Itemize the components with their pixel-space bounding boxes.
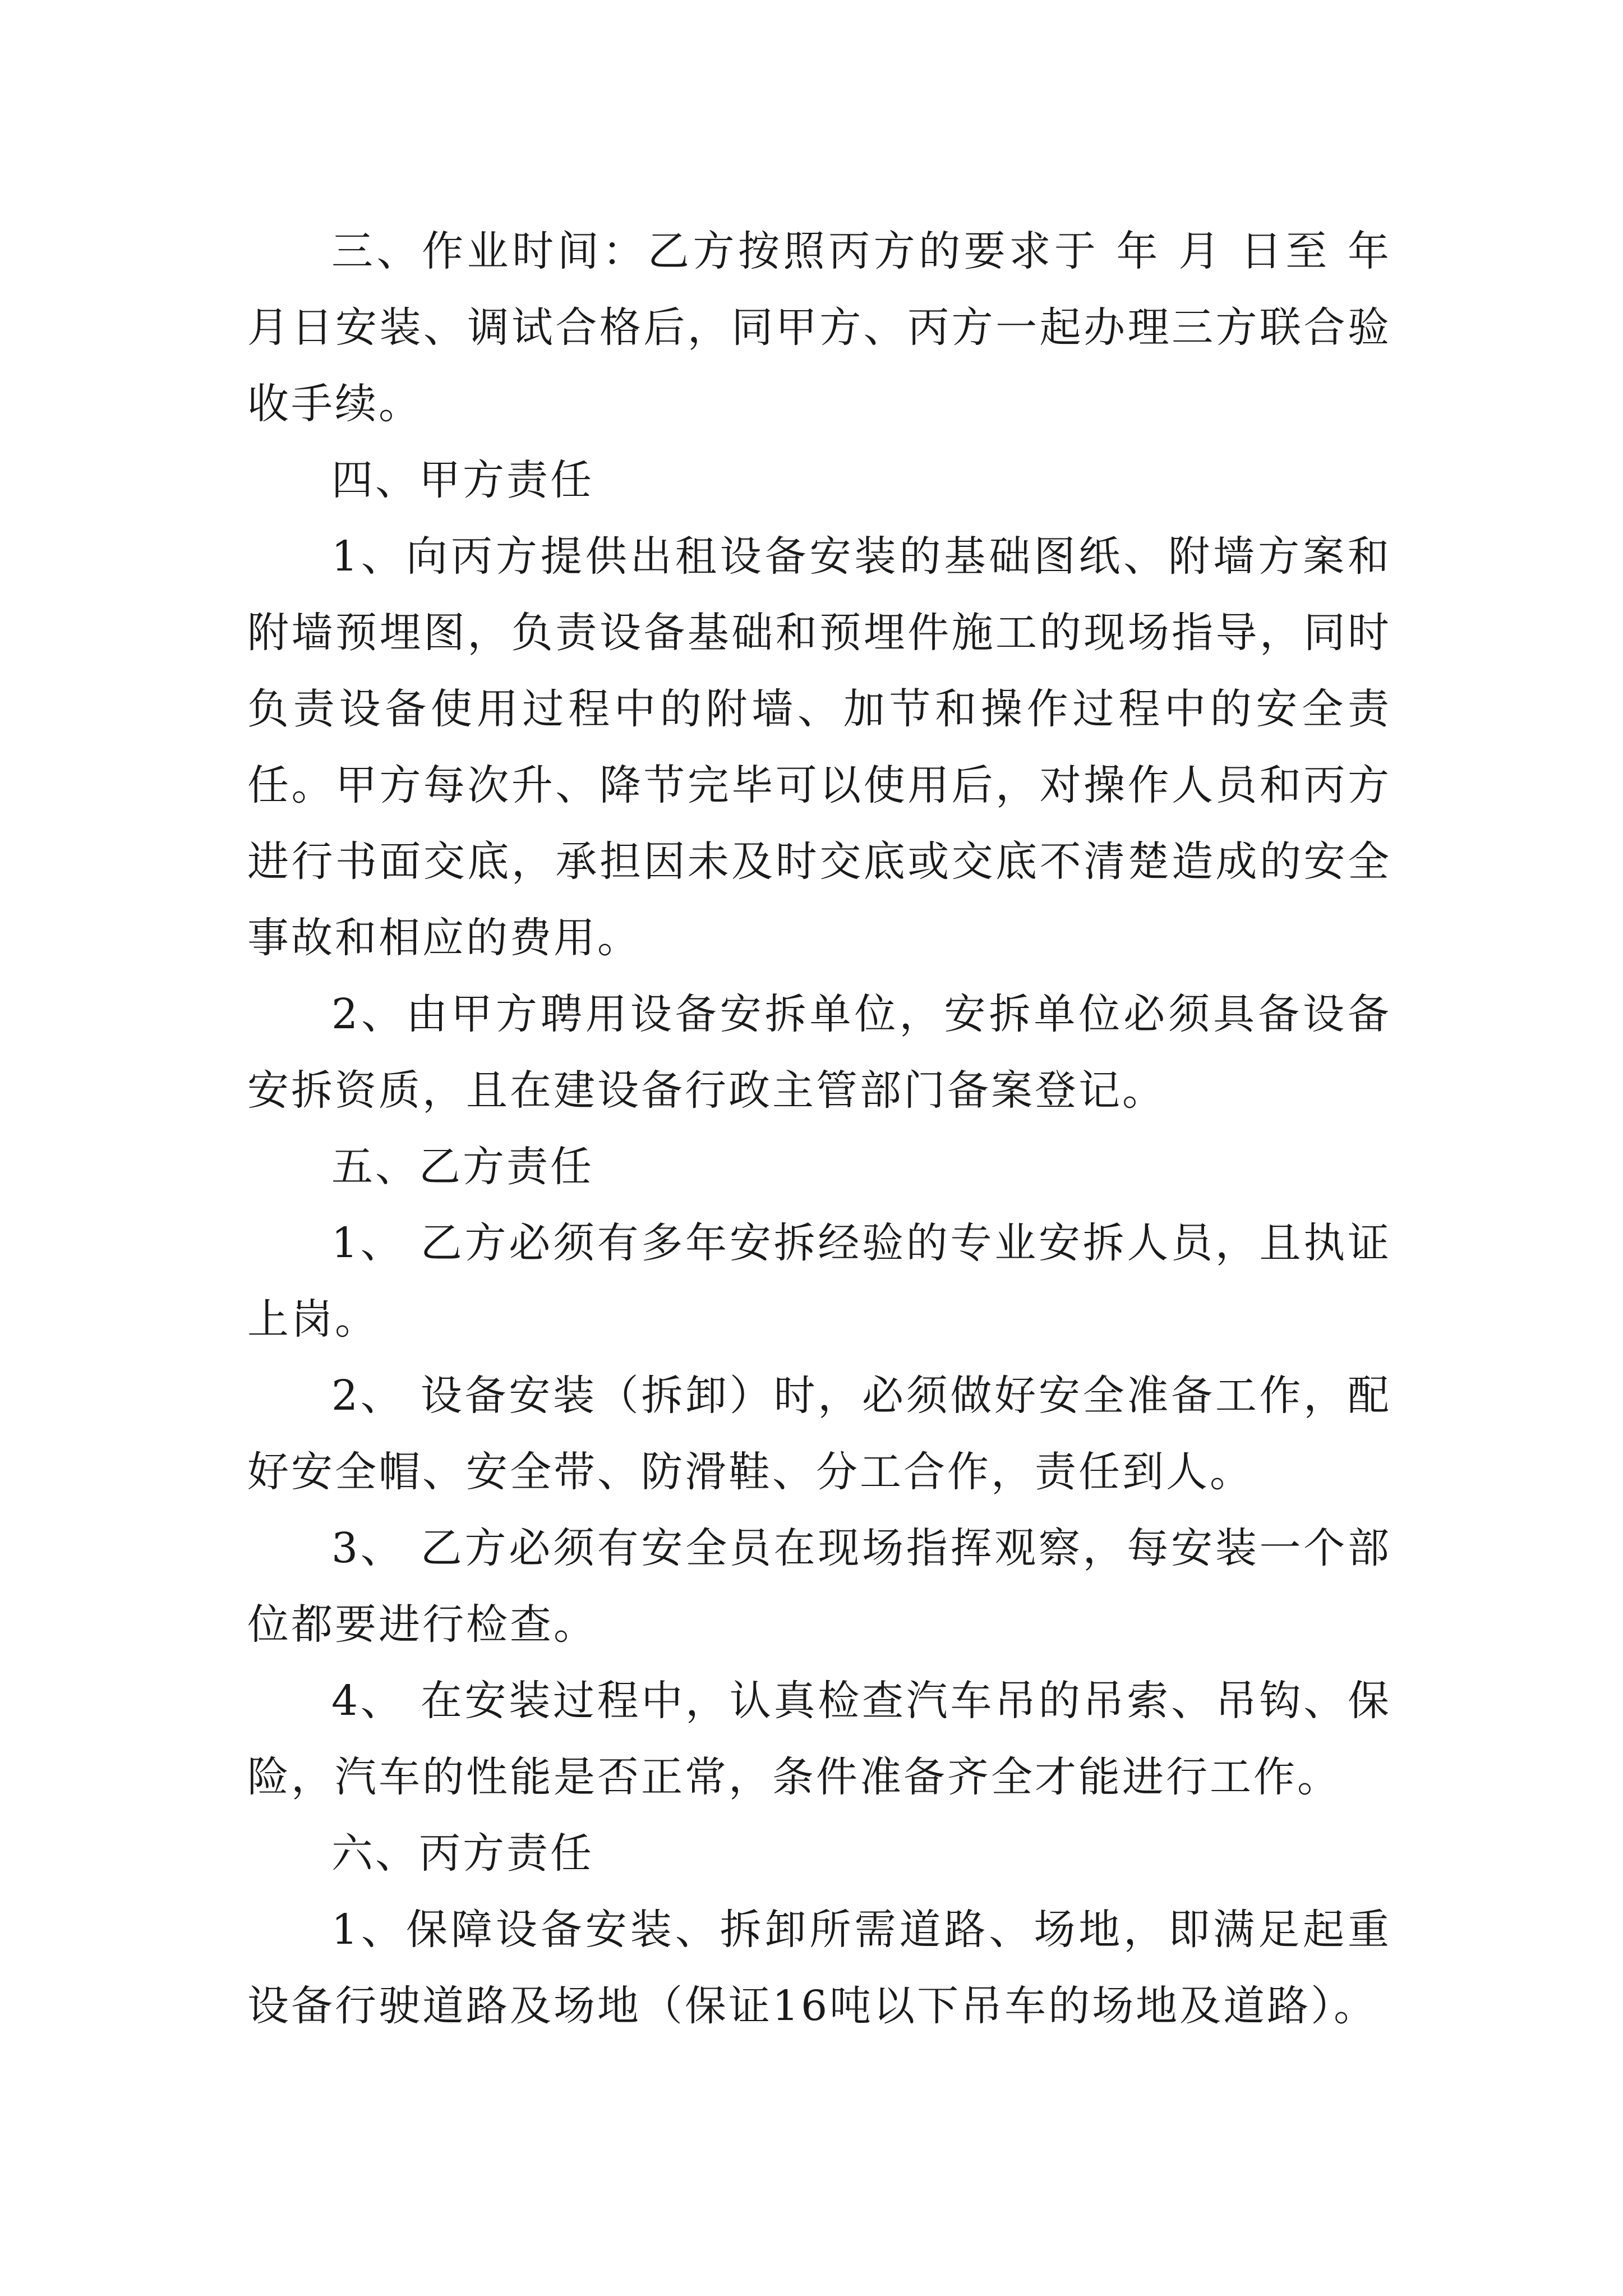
section-5-item-3: 3、 乙方必须有安全员在现场指挥观察，每安装一个部位都要进行检查。 bbox=[247, 1524, 1391, 1649]
section-3-work-time: 三、作业时间：乙方按照丙方的要求于 年 月 日至 年月日安装、调试合格后，同甲方、丙方一起办理三方联合验收手续。 bbox=[247, 227, 1391, 428]
document-body bbox=[247, 213, 1391, 2044]
section-5-item-1: 1、 乙方必须有多年安拆经验的专业安拆人员，且执证上岗。 bbox=[247, 1219, 1391, 1343]
section-4-item-2: 2、由甲方聘用设备安拆单位，安拆单位必须具备设备安拆资质，且在建设备行政主管部门备案登记。 bbox=[247, 990, 1391, 1115]
section-5-item-4: 4、 在安装过程中，认真检查汽车吊的吊索、吊钩、保险，汽车的性能是否正常，条件准备齐全才能进行工作。 bbox=[247, 1677, 1391, 1801]
section-4-item-1: 1、向丙方提供出租设备安装的基础图纸、附墙方案和附墙预埋图，负责设备基础和预埋件施工的现场指导，同时负责设备使用过程中的附墙、加节和操作过程中的安全责任。甲方每次升、降节完毕可以使用后，对操作人员和丙方进行书面交底，承担因未及时交底或交底不清楚造成的安全事故和相应的费用。 bbox=[247, 532, 1391, 962]
section-5-item-2: 2、 设备安装（拆卸）时，必须做好安全准备工作，配好安全帽、安全带、防滑鞋、分工合作，责任到人。 bbox=[247, 1372, 1391, 1496]
section-6-heading: 六、丙方责任 bbox=[331, 1829, 594, 1878]
section-4-heading: 四、甲方责任 bbox=[331, 456, 594, 504]
section-5-heading: 五、乙方责任 bbox=[331, 1143, 594, 1191]
section-6-item-1: 1、保障设备安装、拆卸所需道路、场地，即满足起重设备行驶道路及场地（保证16吨以下吊车的场地及道路）。 bbox=[247, 1906, 1391, 2030]
